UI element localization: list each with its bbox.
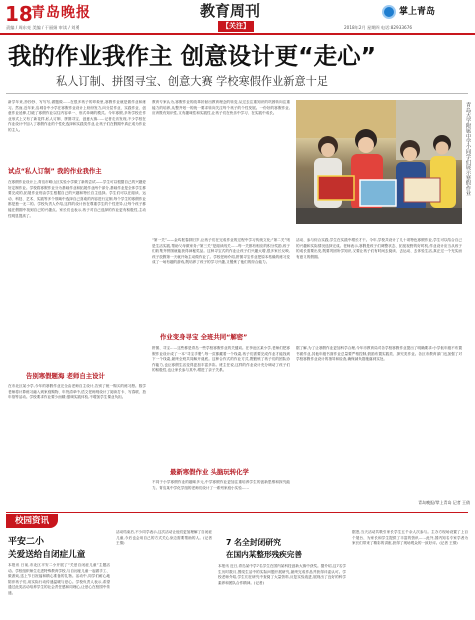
paragraph-right-1: 活动、参与综合实践,学生在实践中增长才干。今年,学校共设计了几十项特色寒假作业,学生可以结合自己的兴趣和实际情况选择完成。老师表示,寒假是孩子们调整状态、拓宽视野的好时机,作业设计应当从孩子的成长需要出发,既要巩固所学知识,又要让孩子们有时间去阅读、去运动、去体验生活,真正过一个充实而有意义的假期。 — [296, 238, 462, 259]
campus-headline-2-line-1: 7 名全封闭研究 — [226, 538, 281, 547]
app-logo-icon — [382, 5, 396, 19]
article-column-1 — [8, 100, 146, 156]
paragraph-chemistry: 不同于小学寒假作业的趣味多元,中学寒假作业更加注重培养学生的创新思维和探究能力。青岛某中学化学组的老师们设计了一系列家庭小实验…… — [152, 480, 290, 490]
campus-rule — [6, 512, 468, 513]
app-name: 掌上青岛 — [399, 7, 436, 17]
subheadline: 私人订制、拼图寻宝、创意大赛 学校寒假作业新意十足 — [56, 75, 329, 88]
page-number: 18 — [5, 2, 33, 26]
intro-paragraph-continued — [152, 100, 290, 162]
intro-text-continued: 教育专家认为,寒假作业的改革折射出教育理念的转变,从过去注重知识的巩固转向注重能力的培养,从整齐划一的统一要求转向关注每个孩子的个性发展。一份好的寒假作业,应该既有知识性,又有趣味性和实践性,让孩子们在快乐中学习、在实践中成长。 — [152, 100, 290, 116]
campus-paragraph-2: 活动结束后,不少同学表示,这次活动让他们更加理解了自闭症儿童,今后也会用自己的方式关心身边需要帮助的人。(记者 王倩) — [116, 530, 212, 546]
campus-paragraph-4: 据悉,当天活动共吸引家长学生五千余人次参与。主办方现场设置了上百个展台、为家长和学生提供了丰富的资讯……此外,国内知名专家学者为家长们带来了精彩的讲座,获得了现场观众的一致好评。(记者 王倩) — [352, 530, 468, 546]
byline: 青岛晚报/掌上青岛 记者 王倩 — [418, 500, 470, 505]
campus-paragraph-3: 本报讯 近日,青岛某中学7名学生在国内某科技创新大赛中获奖。据介绍,这7名学生历时数月,围绕生活中的实际问题开展研究,最终完成作品并获得评委认可。学校老师介绍,学生们在研究中查阅了大量资料,反复实验改进,展现出了良好的科学素养和团队合作精神。(记者) — [218, 564, 346, 585]
campus-tab — [6, 514, 58, 528]
headline-rule — [6, 93, 468, 94]
campus-headline-1-line-2: 关爱送给自闭症儿童 — [8, 550, 86, 560]
paragraph-right-2: 据了解,为了让寒假作业更加科学合理,今年市教育局对各学校寒假作业提出了明确要求:小学低年级不布置书面作业,其他年级书面作业总量要严格控制,鼓励布置实践类、探究类作业。各区市教育部门也加强了对学校寒假作业设计的指导和检查,确保减负措施落到实处。 — [296, 346, 462, 362]
paragraph-treasure-hunt: 拼图、寻宝……这些都是青岛一些学校寒假作业的关键词。在李沧区某小学,老师们把寒假作业设计成了一本“寻宝手册”,每一页都藏着一个线索,孩子们需要完成作业才能找到下一个线索,最终全班共同解开谜底。这种合作式的作业方式,既锻炼了孩子们的团队协作能力,也让寒假生活变得更加丰富多彩。班主任说,这样的作业设计充分调动了孩子们的积极性,也让家长参与其中,增进了亲子关系。 — [152, 346, 290, 373]
column-1-lower — [8, 167, 292, 176]
meta-line: 责编 / 周东亮 美编 / 于丽娟 审读 / 刘勇 — [6, 25, 80, 30]
news-photo — [296, 100, 462, 224]
date-line: 2018年2月 星期四 电话:82933676 — [344, 25, 413, 30]
paragraph-custom-homework: 在寒假作业设计上,青岛市崂山区实验小学做了新的尝试——学生可以根据自己的兴趣爱好定制作业。学校将寒假作业分为基础作业和拓展作业两个部分,基础作业是全体学生都要完成的,拓展作业则由学生根据自己的兴趣和特长自主选择。学生们可以在阅读、运动、科技、艺术、实践等多个领域中选择自己喜欢的内容进行定制,每个学生的寒假作业都是独一无二的。学校负责人介绍,这样的设计旨在尊重学生的个性差异,让每个孩子都能在假期中找到自己的兴趣点。家长们也表示,孩子对自己选择的作业更有积极性,主动性明显提高了。 — [8, 180, 146, 218]
subhead-treasure-hunt: 作业变身寻宝 全班共同“解密” — [160, 333, 248, 341]
campus-tab-label: 校园资讯 — [14, 516, 49, 526]
campus-headline-1-line-1: 平安二小 — [8, 537, 45, 547]
masthead-rule — [0, 33, 475, 35]
paragraph-teacher-design: 在市北区某小学,今年的寒假作业完全由老师自主设计,告别了统一购买的练习册。数学老师将计算练习融入到家庭购物、年货清单中,语文老师则设计了阅读打卡、写春联、拍年俗等活动。学校要求作业要少而精,强调实践体验,不增加学生课业负担。 — [8, 384, 146, 400]
section-title: 教育周刊 — [200, 2, 261, 20]
masthead — [0, 0, 475, 36]
subhead-teacher-design: 告别寒假题海 老师自主设计 — [26, 372, 105, 380]
paragraph-treasure-map: “第一关”——金鸡报春辞旧岁,让孩子们在完成作业的过程中学习传统文化;“第二关”则是生活实践,帮助父母做家务;“第三关”是阅读闯关……每一关都有相应的积分奖励,孩子们收集齐拼图就能获得神秘奖品。这种寻宝式的作业让孩子们兴趣大增,很多家长反映,孩子放假第一天就开始主动做作业了。学校老师介绍,拼图寻宝作业把原本枯燥的练习变成了一场有趣的游戏,既培养了孩子的学习兴趣,又锻炼了他们的综合能力。 — [152, 238, 290, 265]
paper-name: 青岛晚报 — [31, 5, 91, 21]
section-tag: 【关注】 — [218, 21, 254, 32]
subhead-chemistry: 最新寒假作业 头脑玩转化学 — [170, 468, 249, 476]
subhead-custom-homework: 试点“私人订制” 我的作业我作主 — [8, 167, 102, 175]
intro-paragraph: 新学年来,抄抄抄、写写写,做题做……在很多孩子的印象里,寒假作业就是做作业和练习。然而,近年来,岛城各中小学在寒假作业设计上纷纷发力,向分层作业、实践作业、创意作业延伸,打破了寒假作业以往内容单一、形式单调的模式。今年寒假,多所学校在作业形式上又有了新花样,私人订制、拼图寻宝、创意大赛……记者走访发现,不少学校在作业设计中加入了寒假作业的个性化选择和实践类作业,让孩子们在假期中真正成为作业的主人。 — [8, 100, 146, 132]
headline: 我的作业我作主 创意设计更“走心” — [8, 42, 377, 70]
section-tag-label: 关注 — [229, 22, 243, 30]
campus-paragraph-1: 本报讯 日前,市北区平安二小开展了“关爱自闭症儿童”主题活动。学校组织师生走进特殊教育学校,与自闭症儿童一起做手工、做游戏,送上节日祝福和精心准备的礼物。活动中,同学们耐心地陪伴孩子们,用实际行动传递温暖与爱心。学校负责人表示,希望通过此类活动培养学生的社会责任感和同理心,让爱心在校园中传递。 — [8, 563, 110, 595]
photo-caption: 青岛大学附属中学小同学们展示寒假作业 — [465, 102, 471, 196]
campus-headline-2-line-2: 在国内某整形残疾完善 — [226, 550, 302, 559]
